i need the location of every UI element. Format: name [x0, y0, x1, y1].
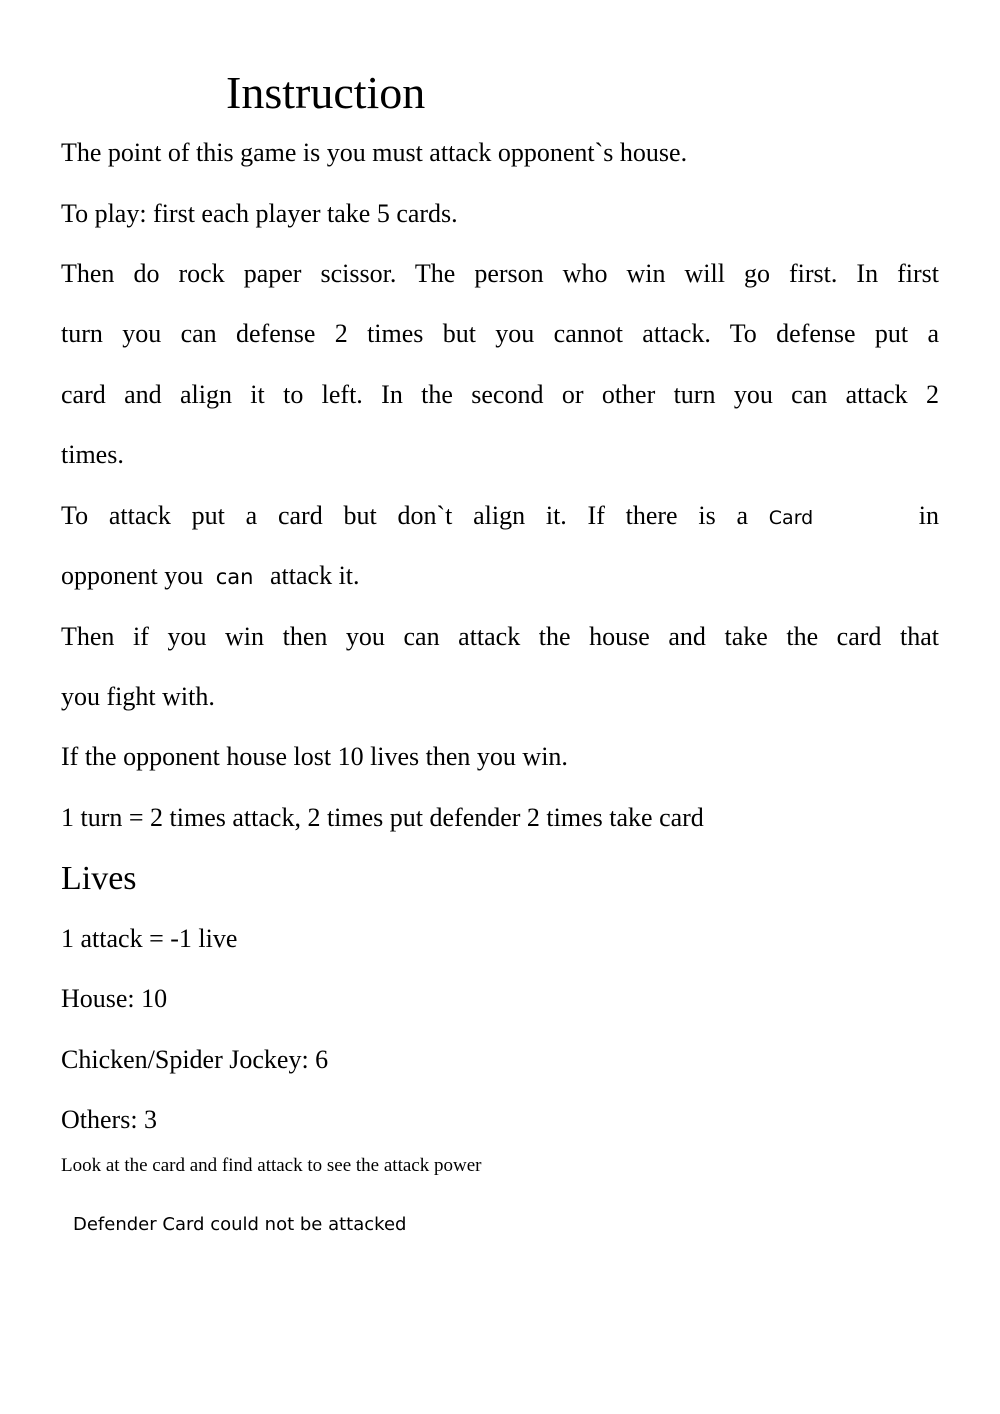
inline-can-label: can — [215, 565, 254, 589]
attack-power-note: Look at the card and find attack to see the attack power — [61, 1155, 482, 1176]
page-title: Instruction — [226, 67, 426, 118]
rps-line-2: turn you can defense 2 times but you cannot attack. To defense put a — [61, 319, 939, 348]
intro-paragraph: The point of this game is you must attack opponent`s house. — [61, 138, 688, 167]
lives-lost-paragraph: If the opponent house lost 10 lives then you win. — [61, 742, 568, 771]
rps-line-3: card and align it to left. In the second or other turn you can attack 2 — [61, 380, 939, 409]
win-line-1: Then if you win then you can attack the house and take the card that — [61, 622, 939, 651]
lives-heading: Lives — [61, 860, 137, 897]
attack-line-1-text: To attack put a card but don`t align it. If there is a — [61, 501, 749, 530]
defender-note: Defender Card could not be attacked — [73, 1214, 407, 1235]
rps-line-1: Then do rock paper scissor. The person who win will go first. In first — [61, 259, 939, 288]
to-play-paragraph: To play: first each player take 5 cards. — [61, 199, 458, 228]
lives-rule-house: House: 10 — [61, 984, 168, 1013]
attack-line-1 — [61, 499, 939, 535]
lives-rule-attack: 1 attack = -1 live — [61, 924, 238, 953]
turn-rule-paragraph: 1 turn = 2 times attack, 2 times put defender 2 times take card — [61, 803, 704, 832]
attack-line-2-end: attack it. — [270, 561, 360, 590]
lives-rule-jockey: Chicken/Spider Jockey: 6 — [61, 1045, 329, 1074]
inline-card-label: Card — [768, 507, 814, 529]
win-line-2: you fight with. — [61, 682, 215, 711]
attack-line-1-end: in — [918, 501, 939, 530]
rps-line-4: times. — [61, 440, 124, 469]
attack-line-2 — [61, 559, 360, 594]
attack-line-2-text: opponent you — [61, 561, 204, 590]
lives-rule-others: Others: 3 — [61, 1105, 158, 1134]
